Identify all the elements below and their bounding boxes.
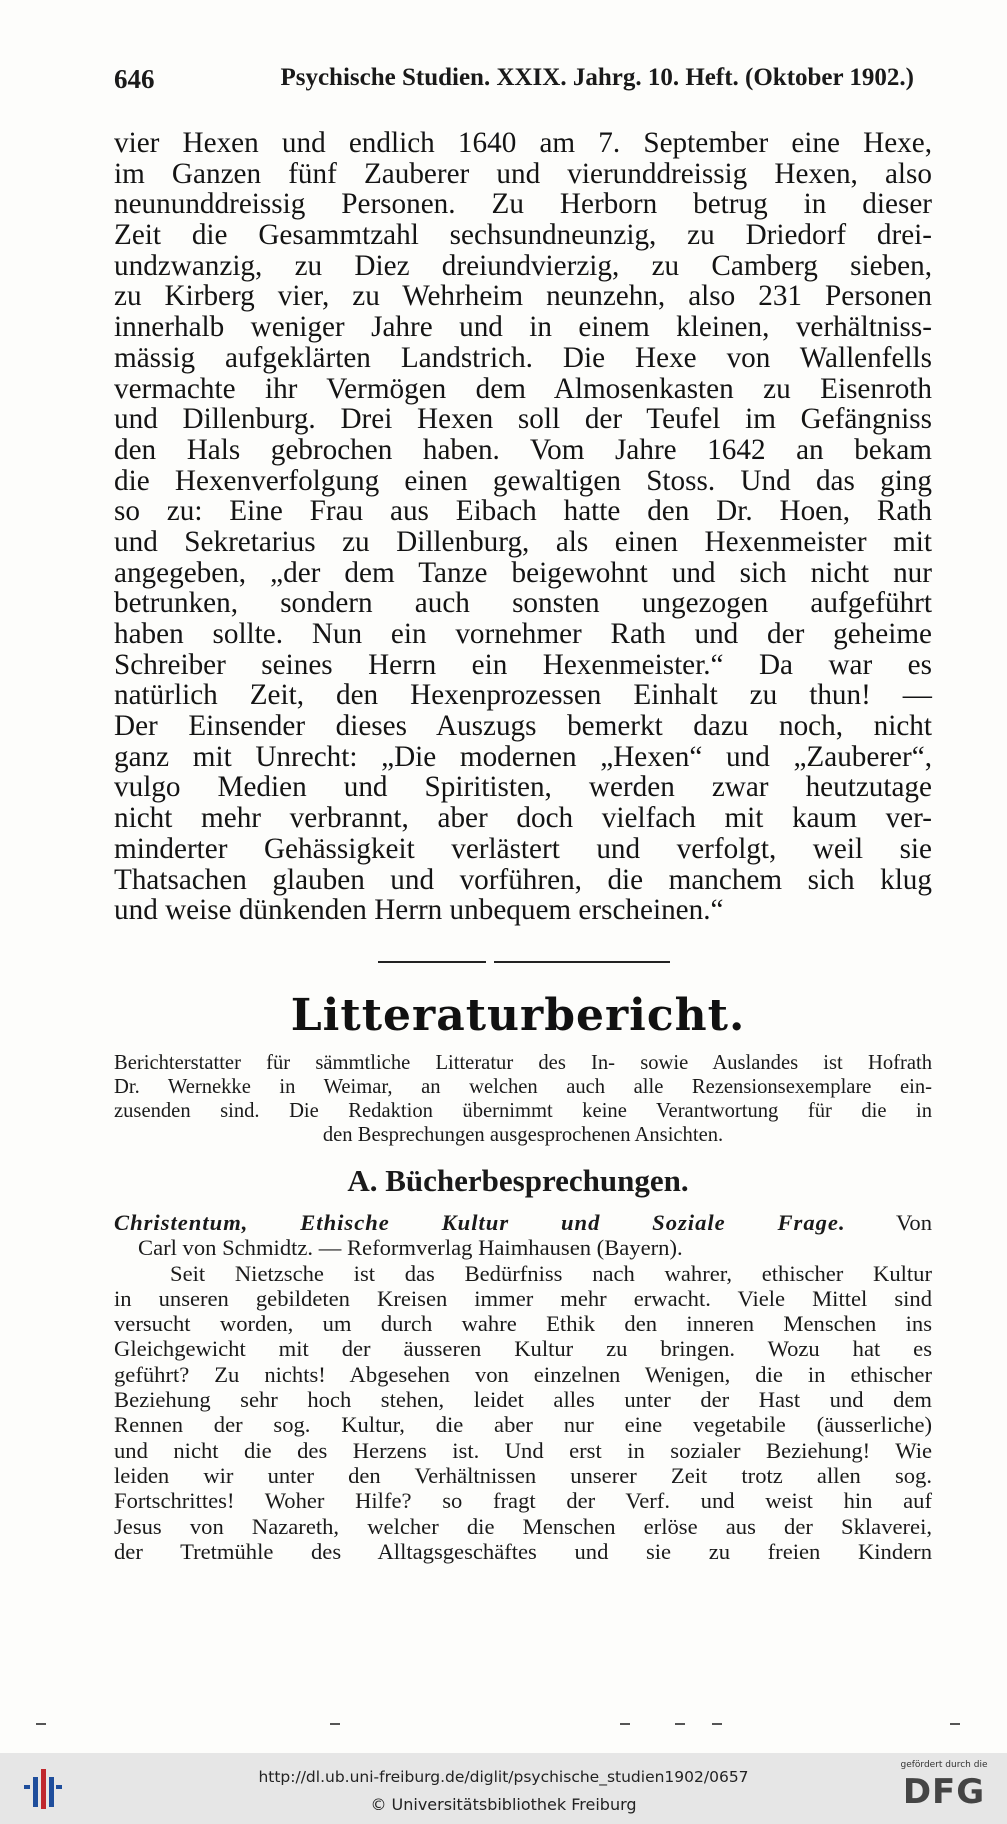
- intro-line: zusenden sind. Die Redaktion übernimmt keine Verantwortung für die in: [114, 1100, 932, 1122]
- source-url-link[interactable]: http://dl.ub.uni-freiburg.de/diglit/psychische_studien1902/0657: [258, 1768, 749, 1786]
- text-line: haben sollte. Nun ein vornehmer Rath und der geheime: [114, 618, 932, 650]
- review-line: und nicht die des Herzens ist. Und erst in sozialer Beziehung! Wie: [114, 1437, 932, 1463]
- text-line: und weise dünkenden Herrn unbequem erscheinen.“: [114, 894, 724, 927]
- text-line: und Dillenburg. Drei Hexen soll der Teufel im Gefängniss: [114, 403, 932, 436]
- text-line: ganz mit Unrecht: „Die modernen „Hexen“ und „Zauberer“,: [114, 740, 932, 773]
- text-line: die Hexenverfolgung einen gewaltigen Stoss. Und das ging: [114, 464, 932, 497]
- text-line: natürlich Zeit, den Hexenprozessen Einhalt zu thun! —: [114, 679, 932, 712]
- scan-mark: [950, 1723, 960, 1725]
- review-line: Gleichgewicht mit der äusseren Kultur zu bringen. Wozu hat es: [114, 1336, 932, 1362]
- intro-line: Berichterstatter für sämmtliche Litteratur des In- sowie Auslandes ist Hofrath: [114, 1052, 932, 1074]
- text-line: zu Kirberg vier, zu Wehrheim neunzehn, also 231 Personen: [114, 280, 932, 313]
- review-entry-title: Christentum, Ethische Kultur und Soziale Frage.: [114, 1210, 846, 1235]
- text-line: den Hals gebrochen haben. Vom Jahre 1642 an bekam: [114, 433, 932, 466]
- copyright-notice: © Universitätsbibliothek Freiburg: [370, 1795, 637, 1814]
- text-line: Schreiber seines Herrn ein Hexenmeister.“ Da war es: [114, 648, 932, 681]
- text-line: vier Hexen und endlich 1640 am 7. September eine Hexe,: [114, 127, 932, 159]
- review-line: Beziehung sehr hoch stehen, leidet alles unter der Hast und dem: [114, 1387, 932, 1413]
- review-line: der Tretmühle des Alltagsgeschäftes und sie zu freien Kindern: [114, 1538, 932, 1564]
- section-title: Litteraturbericht.: [290, 990, 746, 1041]
- page-number: 646: [114, 64, 155, 94]
- running-title: Psychische Studien. XXIX. Jahrg. 10. Heft. (Oktober 1902.): [280, 64, 914, 91]
- text-line: vulgo Medien und Spiritisten, werden zwar heutzutage: [114, 771, 932, 804]
- scan-mark: [675, 1723, 685, 1725]
- text-line: nicht mehr verbrannt, aber doch vielfach mit kaum ver-: [114, 802, 932, 835]
- review-entry-von: Von: [896, 1210, 932, 1235]
- text-line: angegeben, „der dem Tanze beigewohnt und sich nicht nur: [114, 556, 932, 589]
- subheading: A. Bücherbesprechungen.: [347, 1163, 689, 1198]
- intro-line: Dr. Wernekke in Weimar, an welchen auch alle Rezensionsexemplare ein-: [114, 1076, 932, 1098]
- text-line: undzwanzig, zu Diez dreiundvierzig, zu Camberg sieben,: [114, 249, 932, 282]
- text-line: betrunken, sondern auch sonsten ungezogen aufgeführt: [114, 587, 932, 620]
- text-line: mässig aufgeklärten Landstrich. Die Hexe von Wallenfells: [114, 341, 932, 374]
- review-entry-line: [114, 1210, 932, 1235]
- scan-mark: [620, 1723, 630, 1725]
- text-line: vermachte ihr Vermögen dem Almosenkasten zu Eisenroth: [114, 372, 932, 405]
- dfg-logo-text: DFG: [902, 1772, 986, 1812]
- body-paragraph: [114, 128, 932, 926]
- scan-mark: [712, 1723, 722, 1725]
- text-line: innerhalb weniger Jahre und in einem kleinen, verhältniss-: [114, 311, 932, 344]
- dfg-logo: [888, 1760, 1000, 1820]
- review-line: Jesus von Nazareth, welcher die Menschen erlöse aus der Sklaverei,: [114, 1513, 932, 1539]
- book-review: [114, 1210, 932, 1564]
- review-line: leiden wir unter den Verhältnissen unserer Zeit trotz allen sog.: [114, 1462, 932, 1488]
- text-line: Der Einsender dieses Auszugs bemerkt dazu noch, nicht: [114, 710, 932, 743]
- review-line: versucht worden, um durch wahre Ethik den inneren Menschen ins: [114, 1311, 932, 1337]
- review-line: Rennen der sog. Kultur, die aber nur eine vegetabile (äusserliche): [114, 1412, 932, 1438]
- scan-mark: [36, 1723, 46, 1725]
- dfg-funding-label: gefördert durch die: [900, 1760, 988, 1770]
- intro-line: den Besprechungen ausgesprochenen Ansichten.: [322, 1124, 724, 1146]
- review-line: in unseren gebildeten Kreisen immer mehr erwacht. Viele Mittel sind: [114, 1285, 932, 1311]
- text-line: Zeit die Gesammtzahl sechsundneunzig, zu Driedorf drei-: [114, 219, 932, 252]
- text-line: und Sekretarius zu Dillenburg, als einen Hexenmeister mit: [114, 525, 932, 558]
- running-header: [114, 64, 922, 100]
- review-line: Fortschrittes! Woher Hilfe? so fragt der Verf. und weist hin auf: [114, 1488, 932, 1514]
- scan-mark: [330, 1723, 340, 1725]
- review-line: geführt? Zu nichts! Abgesehen von einzelnen Wenigen, die in ethischer: [114, 1361, 932, 1387]
- text-line: im Ganzen fünf Zauberer und vierunddreissig Hexen, also: [114, 157, 932, 190]
- section-intro: [114, 1051, 932, 1147]
- section-divider-left: [378, 961, 486, 963]
- section-divider-right: [494, 961, 670, 963]
- text-line: Thatsachen glauben und vorführen, die manchem sich klug: [114, 863, 932, 896]
- review-line: Seit Nietzsche ist das Bedürfniss nach wahrer, ethischer Kultur: [170, 1260, 932, 1286]
- review-entry-author-publisher: Carl von Schmidtz. — Reformverlag Haimhausen (Bayern).: [138, 1235, 683, 1261]
- text-line: minderter Gehässigkeit verlästert und verfolgt, weil sie: [114, 832, 932, 865]
- text-line: neununddreissig Personen. Zu Herborn betrug in dieser: [114, 188, 932, 221]
- text-line: so zu: Eine Frau aus Eibach hatte den Dr. Hoen, Rath: [114, 495, 932, 528]
